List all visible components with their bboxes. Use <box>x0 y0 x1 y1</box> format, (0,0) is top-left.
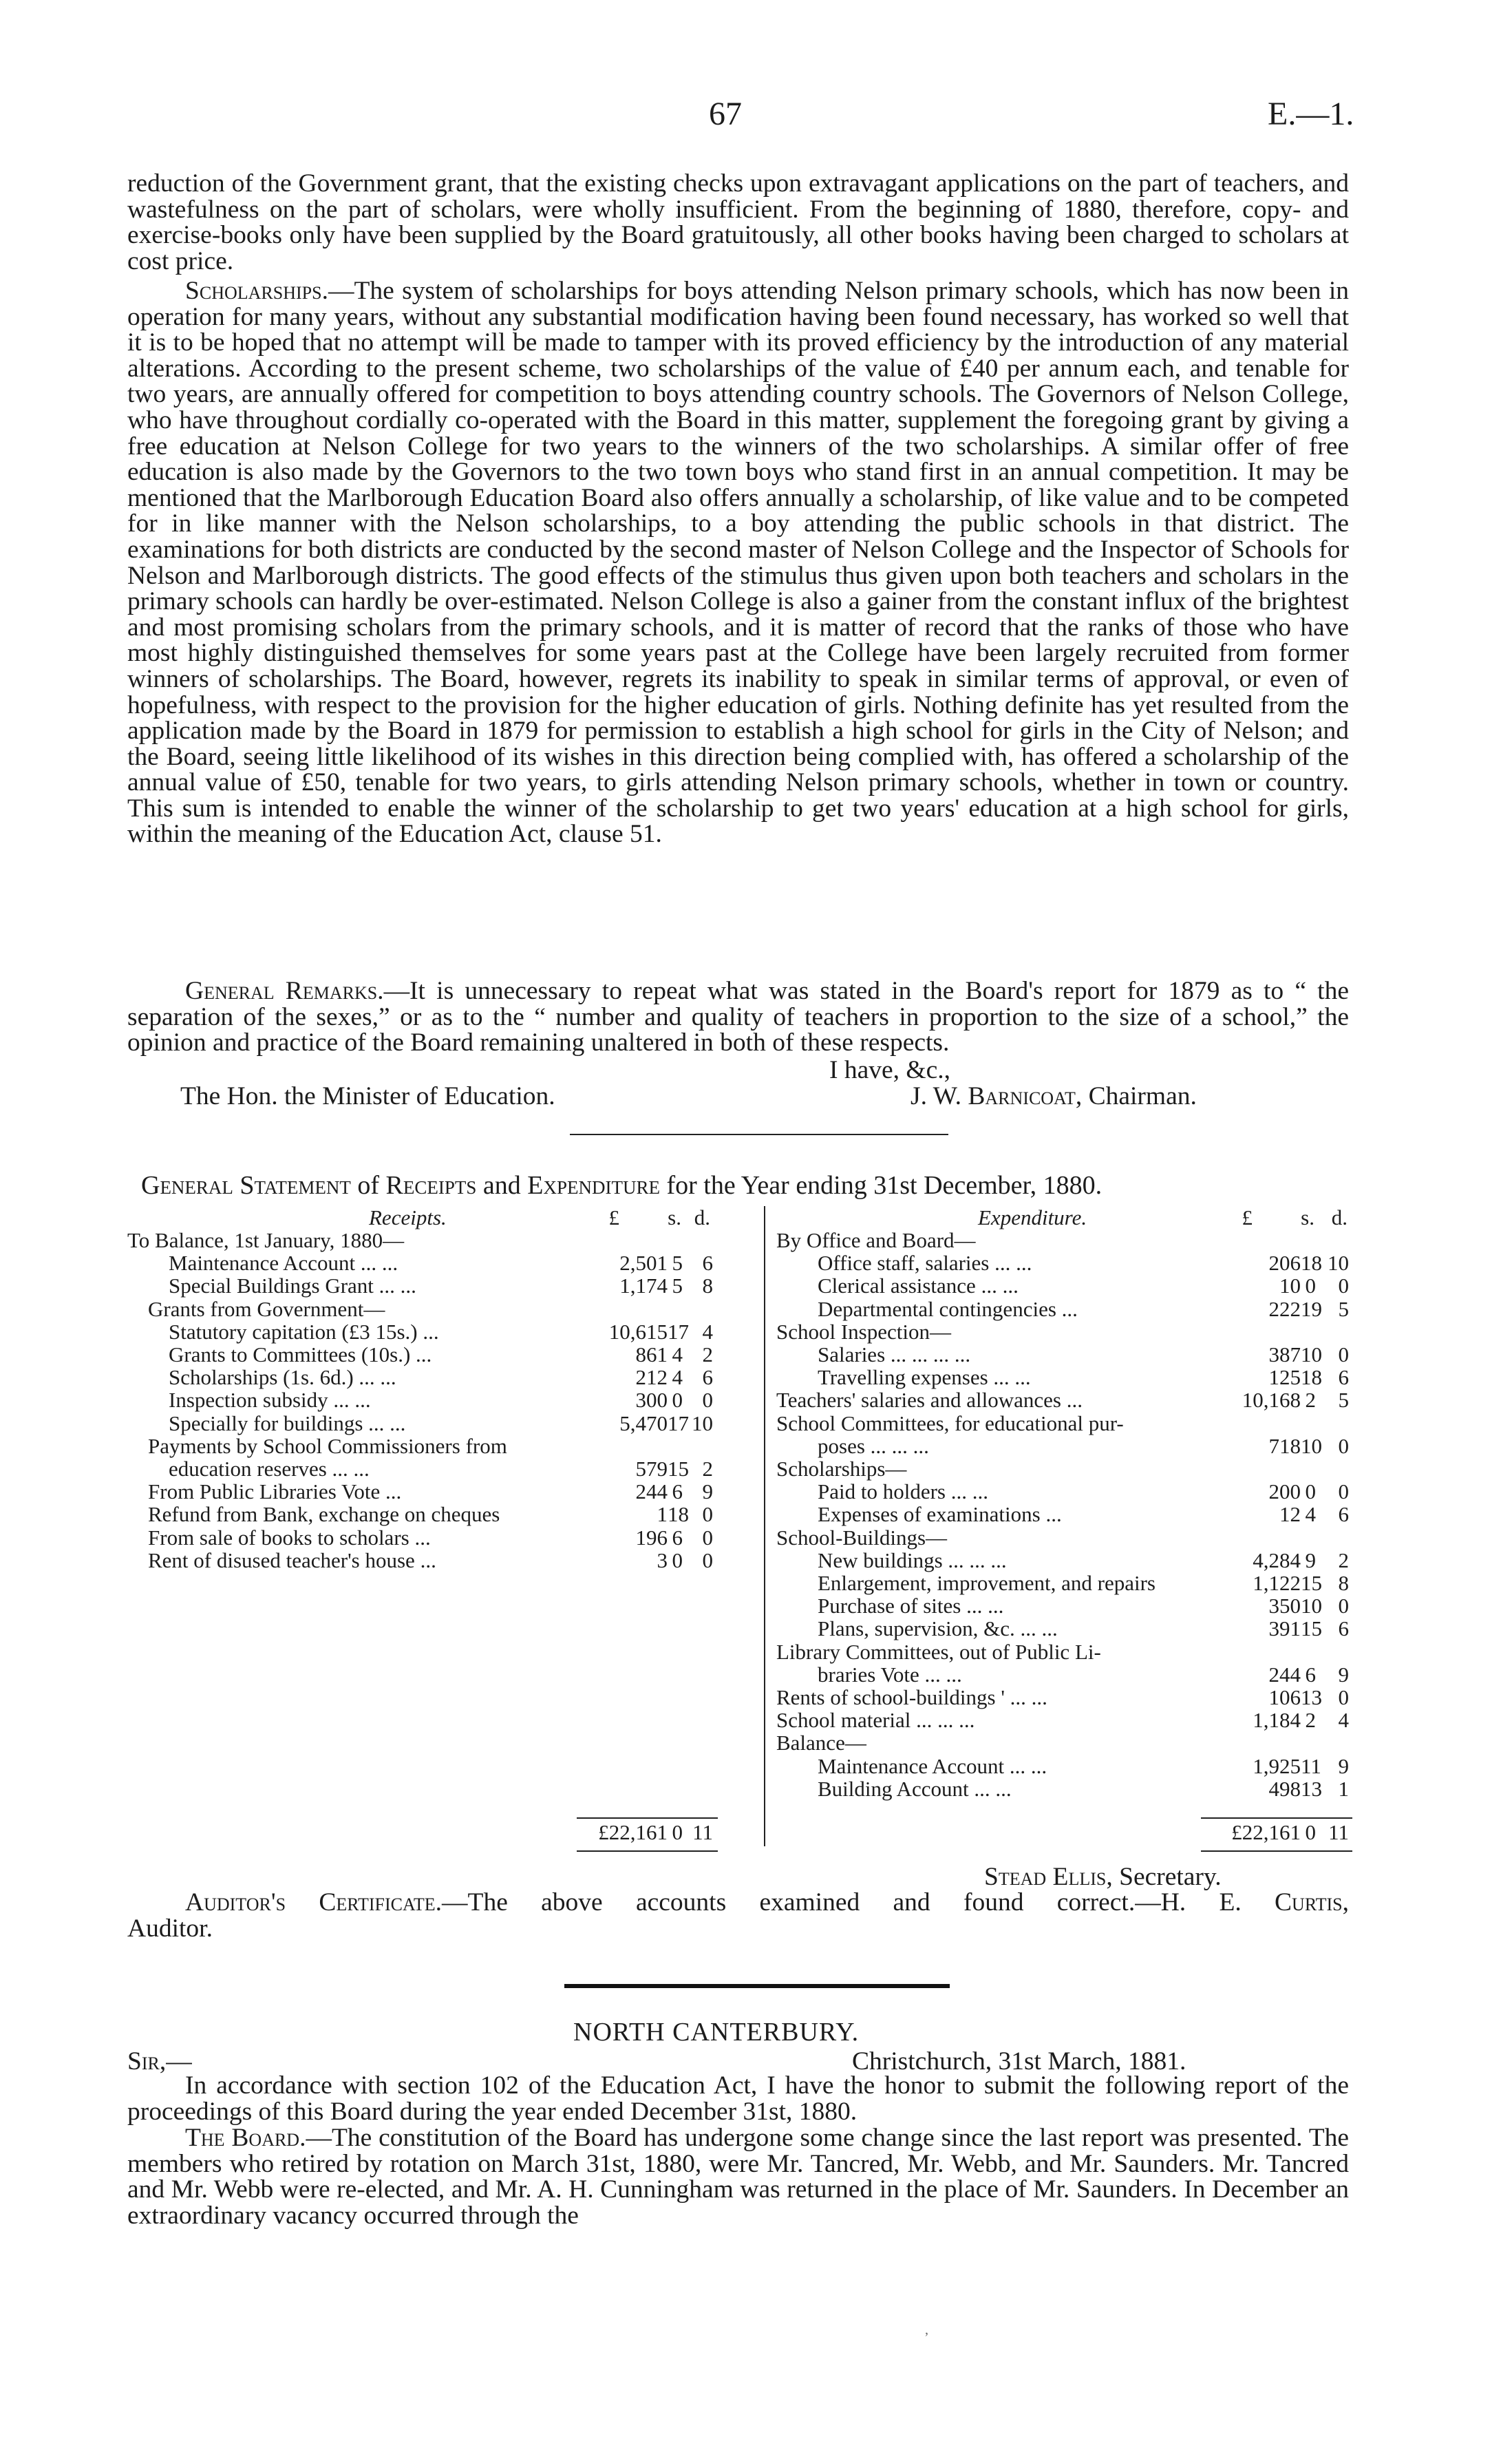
expenditure-row-pounds: 125 <box>1268 1365 1301 1390</box>
expenditure-total-rule <box>1201 1817 1352 1819</box>
general-remarks-heading: General Remarks. <box>185 977 384 1005</box>
statement-title-part2: Receipts <box>385 1171 477 1200</box>
expenditure-row-label: By Office and Board— <box>776 1228 976 1252</box>
receipts-col-shillings: s. <box>668 1205 681 1229</box>
expenditure-row-pounds: 391 <box>1268 1616 1301 1641</box>
expenditure-row-label: School Inspection— <box>776 1319 951 1344</box>
section-divider-heavy <box>564 1984 950 1988</box>
expenditure-row-pounds: 498 <box>1268 1776 1301 1801</box>
column-divider <box>764 1206 765 1846</box>
receipts-row-shillings: 6 <box>672 1479 683 1504</box>
expenditure-row-pounds: 1,122 <box>1253 1571 1301 1595</box>
expenditure-row-label: Balance— <box>776 1731 866 1755</box>
expenditure-row-label: Library Committees, out of Public Li- <box>776 1639 1101 1664</box>
receipts-row-shillings: 15 <box>668 1457 689 1481</box>
expenditure-row-label: School material ... ... ... <box>776 1708 975 1733</box>
expenditure-row-pence: 10 <box>1328 1251 1349 1276</box>
expenditure-total-pounds: £22,161 <box>1231 1820 1301 1844</box>
expenditure-row-shillings: 10 <box>1301 1433 1322 1458</box>
expenditure-heading: Expenditure. <box>978 1205 1087 1229</box>
receipts-row-pounds: 300 <box>635 1388 668 1413</box>
receipts-row-shillings: 4 <box>672 1342 683 1366</box>
receipts-row-pounds: 579 <box>635 1457 668 1481</box>
expenditure-row-pence: 6 <box>1338 1365 1349 1390</box>
paper-code: E.—1. <box>1268 96 1354 132</box>
receipts-row-shillings: 6 <box>672 1525 683 1550</box>
signer-role: Chairman. <box>1088 1082 1197 1110</box>
receipts-row-pence: 2 <box>702 1457 713 1481</box>
secretary-name: Stead Ellis, <box>984 1863 1113 1891</box>
expenditure-row-pounds: 387 <box>1268 1342 1301 1366</box>
expenditure-row-shillings: 9 <box>1305 1548 1316 1572</box>
receipts-row-shillings: 4 <box>672 1365 683 1390</box>
receipts-row-pence: 0 <box>702 1502 713 1527</box>
receipts-row-shillings: 18 <box>668 1502 689 1527</box>
receipts-row-pence: 8 <box>702 1274 713 1298</box>
expenditure-row-label: School-Buildings— <box>776 1525 948 1550</box>
scholarships-text: —The system of scholarships for boys attending Nelson primary schools, which has now been in operation for many years, without any substantial modification having been found necessary, has worked so well that it is to be hoped that no attempt will be made to tamper with its proved efficiency by the introduction of any material alterations. According to the present scheme, two scholarships of the value of £40 per annum each, and tenable for two years, are annually offered for competition to boys attending country schools. The Governors of Nelson College, who have throughout cordially co-operated with the Board in this matter, supplement the foregoing grant by giving a free education at Nelson College for two years to the winners of the two scholarships. A similar offer of free education is also made by the Governors to the two town boys who stand first in an annual competition. It may be mentioned that the Marlborough Education Board also offers annually a scholarship, of like value and to be competed for in like manner with the Nelson scholarships, to a boy attending the public schools in that district. The examinations for both districts are conducted by the second master of Nelson College and the Inspector of Schools for Nelson and Marlborough districts. The good effects of the stimulus thus given upon both teachers and scholars in the primary schools can hardly be over-estimated. Nelson College is also a gainer from the constant influx of the brightest and most promising scholars from the primary schools, and it is matter of record that the ranks of those who have most highly distinguished themselves for some years past at the College have been largely recruited from former winners of scholarships. The Board, however, regrets its inability to speak in similar terms of approval, or even of hopefulness, with respect to the provision for the higher education of girls. Nothing definite has yet resulted from the application made by the Board in 1879 for permission to establish a high school for girls in the City of Nelson; and the Board, seeing little likelihood of its wishes in this direction being complied with, has offered a scholarship of the annual value of £50, tenable for two years, to girls attending Nelson primary schools, whether in town or country. This sum is intended to enable the winner of the scholarship to get two years' education at a high school for girls, within the meaning of the Education Act, clause 51. <box>127 277 1349 849</box>
receipts-row-label: From Public Libraries Vote ... <box>148 1479 402 1504</box>
general-remarks-text: —It is unnecessary to repeat what was stated in the Board's report for 1879 as to “ the separation of the sexes,” or as to the “ number and quality of teachers in proportion to the size of a school,” the opinion and practice of the Board remaining unaltered in both of these respects. <box>127 977 1349 1057</box>
expenditure-row-pence: 5 <box>1338 1296 1349 1321</box>
receipts-row-label: Refund from Bank, exchange on cheques <box>148 1502 500 1527</box>
receipts-row-label: Inspection subsidy ... ... <box>169 1388 371 1413</box>
place-date: Christchurch, 31st March, 1881. <box>852 2047 1186 2076</box>
receipts-row-label: From sale of books to scholars ... <box>148 1525 431 1550</box>
expenditure-row-shillings: 15 <box>1301 1616 1322 1641</box>
expenditure-row-shillings: 2 <box>1305 1388 1316 1413</box>
receipts-total-rule <box>577 1817 718 1819</box>
expenditure-row-pence: 9 <box>1338 1662 1349 1687</box>
expenditure-row-pence: 0 <box>1338 1594 1349 1618</box>
expenditure-row-label: poses ... ... ... <box>818 1433 929 1458</box>
receipts-row-pounds: 1,174 <box>619 1274 668 1298</box>
expenditure-row-pence: 0 <box>1338 1685 1349 1709</box>
expenditure-row-label: Paid to holders ... ... <box>818 1479 988 1504</box>
expenditure-row-label: Office staff, salaries ... ... <box>818 1251 1032 1276</box>
receipts-total-pounds: £22,161 <box>598 1820 668 1844</box>
expenditure-row-label: School Committees, for educational pur- <box>776 1411 1124 1435</box>
statement-title-and: and <box>482 1171 521 1200</box>
expenditure-row-pounds: 10,168 <box>1242 1388 1301 1413</box>
receipts-row-label: Statutory capitation (£3 15s.) ... <box>169 1319 439 1344</box>
expenditure-row-pence: 5 <box>1338 1388 1349 1413</box>
intro-paragraph: reduction of the Government grant, that the existing checks upon extravagant applications on the part of teachers, and wastefulness on the part of scholars, were wholly insufficient. From the beginning of 1880, therefore, copy- and exercise-books only have been supplied by the Board gratuitously, all other books having been charged to scholars at cost price. <box>127 169 1349 275</box>
expenditure-row-pence: 8 <box>1338 1571 1349 1595</box>
expenditure-row-label: Scholarships— <box>776 1457 907 1481</box>
expenditure-row-shillings: 0 <box>1305 1274 1316 1298</box>
receipts-row-pounds: 244 <box>635 1479 668 1504</box>
north-canterbury-heading: NORTH CANTERBURY. <box>573 2018 860 2047</box>
expenditure-row-label: Departmental contingencies ... <box>818 1296 1078 1321</box>
signer-surname: Barnicoat, <box>968 1082 1083 1110</box>
expenditure-row-label: Building Account ... ... <box>818 1776 1012 1801</box>
signer-initials: J. W. <box>911 1082 961 1110</box>
expenditure-row-shillings: 18 <box>1301 1251 1322 1276</box>
expenditure-total-shillings: 0 <box>1305 1820 1316 1844</box>
expenditure-row-pounds: 4,284 <box>1253 1548 1301 1572</box>
expenditure-row-shillings: 18 <box>1301 1365 1322 1390</box>
receipts-row-label: To Balance, 1st January, 1880— <box>127 1228 405 1252</box>
expenditure-row-pounds: 1,925 <box>1253 1753 1301 1778</box>
auditor-certificate <box>127 1890 1349 1942</box>
expenditure-row-label: Travelling expenses ... ... <box>818 1365 1031 1390</box>
scholarships-heading: Scholarships. <box>185 277 328 305</box>
receipts-row-shillings: 0 <box>672 1388 683 1413</box>
receipts-row-pounds: 212 <box>635 1365 668 1390</box>
expenditure-row-pounds: 244 <box>1268 1662 1301 1687</box>
auditor-heading: Auditor's Certificate. <box>185 1888 443 1917</box>
expenditure-row-pence: 0 <box>1338 1479 1349 1504</box>
closing-addressee: The Hon. the Minister of Education. <box>180 1082 555 1110</box>
statement-title-rest: for the Year ending 31st December, 1880. <box>666 1171 1103 1200</box>
expenditure-row-pence: 0 <box>1338 1433 1349 1458</box>
expenditure-row-pence: 9 <box>1338 1753 1349 1778</box>
receipts-row-pence: 6 <box>702 1251 713 1276</box>
expenditure-row-pence: 6 <box>1338 1616 1349 1641</box>
receipts-col-pounds: £ <box>608 1205 619 1229</box>
expenditure-row-pence: 2 <box>1338 1548 1349 1572</box>
north-canterbury-paragraph1: In accordance with section 102 of the Education Act, I have the honor to submit the following report of the proceedings of this Board during the year ended December 31st, 1880. <box>127 2071 1349 2126</box>
receipts-row-shillings: 17 <box>668 1411 689 1435</box>
expenditure-row-pounds: 1,184 <box>1253 1708 1301 1733</box>
board-heading: The Board. <box>185 2124 306 2152</box>
expenditure-row-pence: 0 <box>1338 1274 1349 1298</box>
expenditure-row-label: Purchase of sites ... ... <box>818 1594 1004 1618</box>
expenditure-row-shillings: 10 <box>1301 1594 1322 1618</box>
expenditure-row-shillings: 10 <box>1301 1342 1322 1366</box>
expenditure-row-pounds: 106 <box>1268 1685 1301 1709</box>
expenditure-row-label: Plans, supervision, &c. ... ... <box>818 1616 1058 1641</box>
receipts-row-label: Grants to Committees (10s.) ... <box>169 1342 432 1366</box>
expenditure-row-pence: 6 <box>1338 1502 1349 1527</box>
receipts-row-label: Special Buildings Grant ... ... <box>169 1274 416 1298</box>
receipts-row-pence: 0 <box>702 1548 713 1572</box>
salutation: Sir,— <box>127 2047 192 2076</box>
statement-title-of: of <box>357 1171 380 1200</box>
receipts-row-shillings: 5 <box>672 1251 683 1276</box>
expenditure-row-shillings: 2 <box>1305 1708 1316 1733</box>
receipts-row-label: Grants from Government— <box>148 1296 385 1321</box>
receipts-heading: Receipts. <box>369 1205 447 1229</box>
statement-title-part1: General Statement <box>141 1171 351 1200</box>
receipts-total-pence: 11 <box>692 1820 713 1844</box>
expenditure-row-shillings: 6 <box>1305 1662 1316 1687</box>
expenditure-col-pounds: £ <box>1242 1205 1253 1229</box>
receipts-row-pounds: 861 <box>635 1342 668 1366</box>
receipts-row-pence: 10 <box>692 1411 713 1435</box>
closing-i-have: I have, &c., <box>829 1056 950 1084</box>
expenditure-row-pounds: 200 <box>1268 1479 1301 1504</box>
auditor-text: —The above accounts examined and found correct.—H. E. <box>442 1888 1242 1917</box>
auditor-role: Auditor. <box>127 1914 213 1943</box>
receipts-row-pence: 4 <box>702 1319 713 1344</box>
receipts-row-pence: 0 <box>702 1388 713 1413</box>
receipts-total-underline <box>577 1850 718 1852</box>
receipts-row-pounds: 196 <box>635 1525 668 1550</box>
expenditure-row-pence: 4 <box>1338 1708 1349 1733</box>
receipts-col-pence: d. <box>694 1205 710 1229</box>
expenditure-row-pounds: 718 <box>1268 1433 1301 1458</box>
board-paragraph <box>127 2125 1349 2228</box>
expenditure-row-label: Maintenance Account ... ... <box>818 1753 1047 1778</box>
receipts-row-shillings: 17 <box>668 1319 689 1344</box>
expenditure-row-shillings: 11 <box>1301 1753 1321 1778</box>
statement-title-part3: Expenditure <box>527 1171 660 1200</box>
receipts-row-shillings: 0 <box>672 1548 683 1572</box>
expenditure-row-shillings: 0 <box>1305 1479 1316 1504</box>
expenditure-row-label: braries Vote ... ... <box>818 1662 962 1687</box>
receipts-row-pounds: 3 <box>657 1548 668 1572</box>
receipts-row-pounds: 5,470 <box>619 1411 668 1435</box>
receipts-row-label: Scholarships (1s. 6d.) ... ... <box>169 1365 396 1390</box>
stray-mark: ʼ <box>924 2330 929 2345</box>
receipts-row-pounds: 10,615 <box>608 1319 668 1344</box>
secretary-role: Secretary. <box>1119 1863 1222 1891</box>
expenditure-row-shillings: 19 <box>1301 1296 1322 1321</box>
receipts-row-pounds: 1 <box>657 1502 668 1527</box>
expenditure-total-pence: 11 <box>1328 1820 1349 1844</box>
receipts-row-label: Specially for buildings ... ... <box>169 1411 406 1435</box>
receipts-row-label: Payments by School Commissioners from <box>148 1433 507 1458</box>
page-number: 67 <box>709 96 742 132</box>
expenditure-row-label: Teachers' salaries and allowances ... <box>776 1388 1083 1413</box>
expenditure-row-shillings: 15 <box>1301 1571 1322 1595</box>
expenditure-row-pounds: 12 <box>1279 1502 1301 1527</box>
expenditure-row-label: Enlargement, improvement, and repairs <box>818 1571 1156 1595</box>
expenditure-row-pence: 1 <box>1338 1776 1349 1801</box>
expenditure-row-label: New buildings ... ... ... <box>818 1548 1007 1572</box>
receipts-row-pence: 6 <box>702 1365 713 1390</box>
expenditure-row-shillings: 13 <box>1301 1685 1322 1709</box>
expenditure-row-label: Clerical assistance ... ... <box>818 1274 1019 1298</box>
receipts-row-pence: 0 <box>702 1525 713 1550</box>
receipts-row-pence: 9 <box>702 1479 713 1504</box>
auditor-name: Curtis, <box>1275 1888 1349 1917</box>
receipts-row-pounds: 2,501 <box>619 1251 668 1276</box>
expenditure-row-pounds: 10 <box>1279 1274 1301 1298</box>
expenditure-row-pounds: 222 <box>1268 1296 1301 1321</box>
secretary-signature <box>984 1862 1222 1892</box>
receipts-row-label: education reserves ... ... <box>169 1457 370 1481</box>
expenditure-row-pounds: 350 <box>1268 1594 1301 1618</box>
receipts-row-pence: 2 <box>702 1342 713 1366</box>
receipts-total-shillings: 0 <box>672 1820 683 1844</box>
expenditure-row-label: Salaries ... ... ... ... <box>818 1342 971 1366</box>
receipts-row-label: Maintenance Account ... ... <box>169 1251 398 1276</box>
expenditure-row-label: Rents of school-buildings ' ... ... <box>776 1685 1047 1709</box>
receipts-row-shillings: 5 <box>672 1274 683 1298</box>
expenditure-row-label: Expenses of examinations ... <box>818 1502 1062 1527</box>
receipts-row-label: Rent of disused teacher's house ... <box>148 1548 436 1572</box>
expenditure-row-shillings: 4 <box>1305 1502 1316 1527</box>
board-text: —The constitution of the Board has undergone some change since the last report was presented. The members who retired by rotation on March 31st, 1880, were Mr. Tancred, Mr. Webb, and Mr. Saunders. Mr. Tancred and Mr. Webb were re-elected, and Mr. A. H. Cunningham was returned in the place of Mr. Saunders. In December an extraordinary vacancy occurred through the <box>127 2124 1350 2230</box>
expenditure-col-shillings: s. <box>1301 1205 1314 1229</box>
expenditure-col-pence: d. <box>1331 1205 1348 1229</box>
expenditure-row-pence: 0 <box>1338 1342 1349 1366</box>
expenditure-row-pounds: 206 <box>1268 1251 1301 1276</box>
expenditure-row-shillings: 13 <box>1301 1776 1322 1801</box>
expenditure-total-underline <box>1201 1850 1352 1852</box>
